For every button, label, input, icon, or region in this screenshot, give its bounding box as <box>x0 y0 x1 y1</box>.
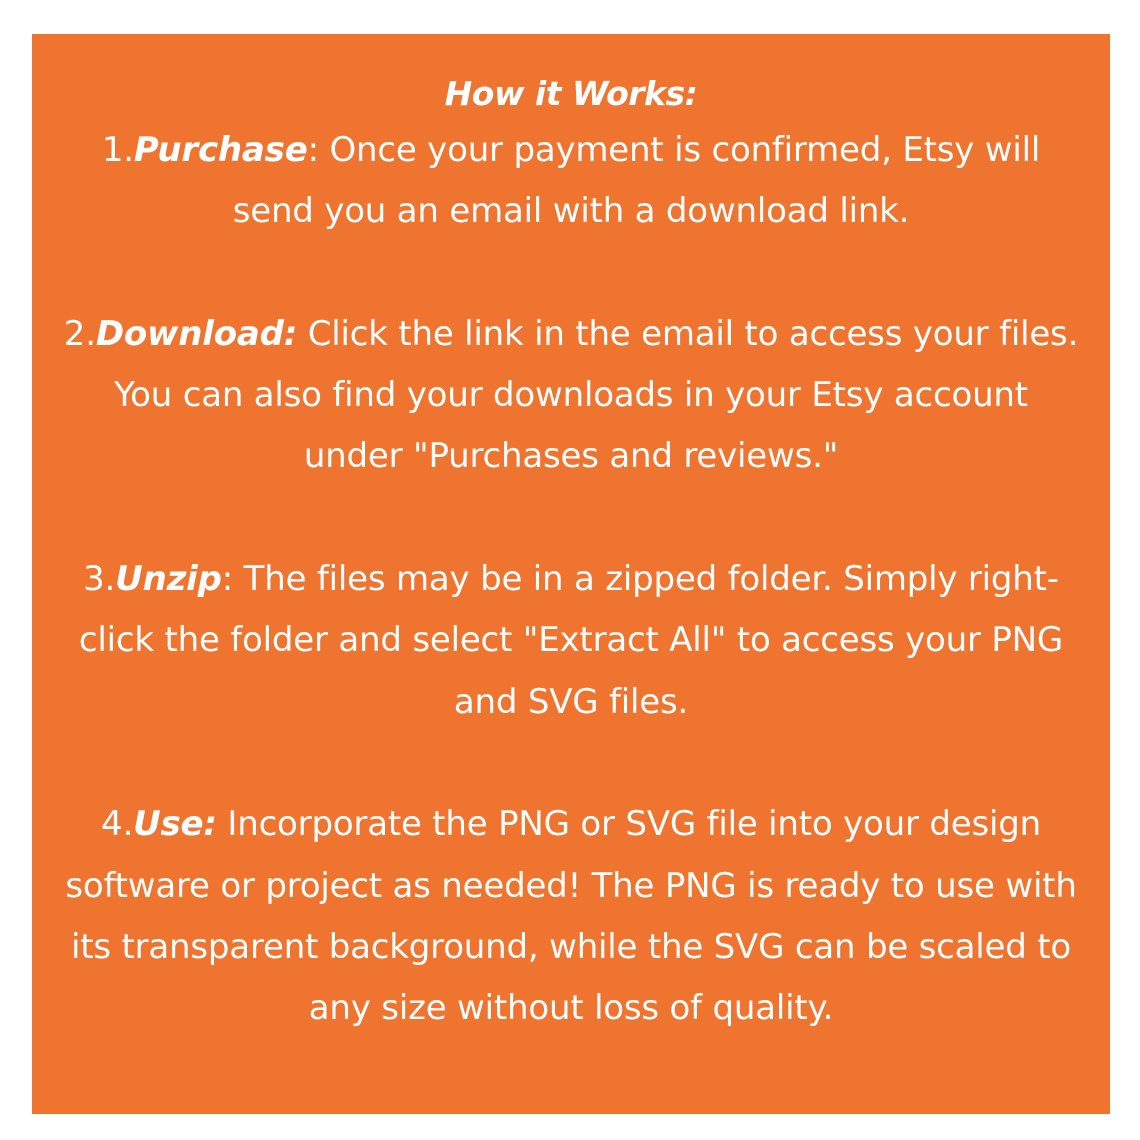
step-number: 4. <box>101 804 134 845</box>
step-keyword: Download: <box>95 313 298 354</box>
step-use <box>62 794 1080 1039</box>
step-text: The files may be in a zipped folder. Simply right-click the folder and select "Extract All" to access your PNG and SVG files. <box>78 559 1064 722</box>
step-number: 1. <box>101 130 134 170</box>
step-text: Click the link in the email to access your files. You can also find your downloads in your Etsy account under "Purchases and reviews." <box>114 313 1079 477</box>
step-number: 2. <box>63 313 96 354</box>
card-title: How it Works: <box>444 74 698 113</box>
step-keyword: Unzip <box>115 559 222 600</box>
step-separator: : <box>221 559 234 600</box>
step-purchase <box>62 120 1080 243</box>
step-download <box>62 304 1080 488</box>
step-text: Incorporate the PNG or SVG file into your design software or project as needed! The PNG is ready to use with its transparent background, while the SVG can be scaled to any size without loss of quality. <box>65 804 1077 1029</box>
how-it-works-card <box>32 34 1110 1114</box>
step-unzip <box>62 549 1080 733</box>
step-text: Once your payment is confirmed, Etsy will send you an email with a download link. <box>232 130 1041 232</box>
step-keyword: Purchase <box>133 130 308 170</box>
step-separator: : <box>307 130 319 170</box>
step-number: 3. <box>83 559 116 600</box>
step-keyword: Use: <box>133 804 217 845</box>
